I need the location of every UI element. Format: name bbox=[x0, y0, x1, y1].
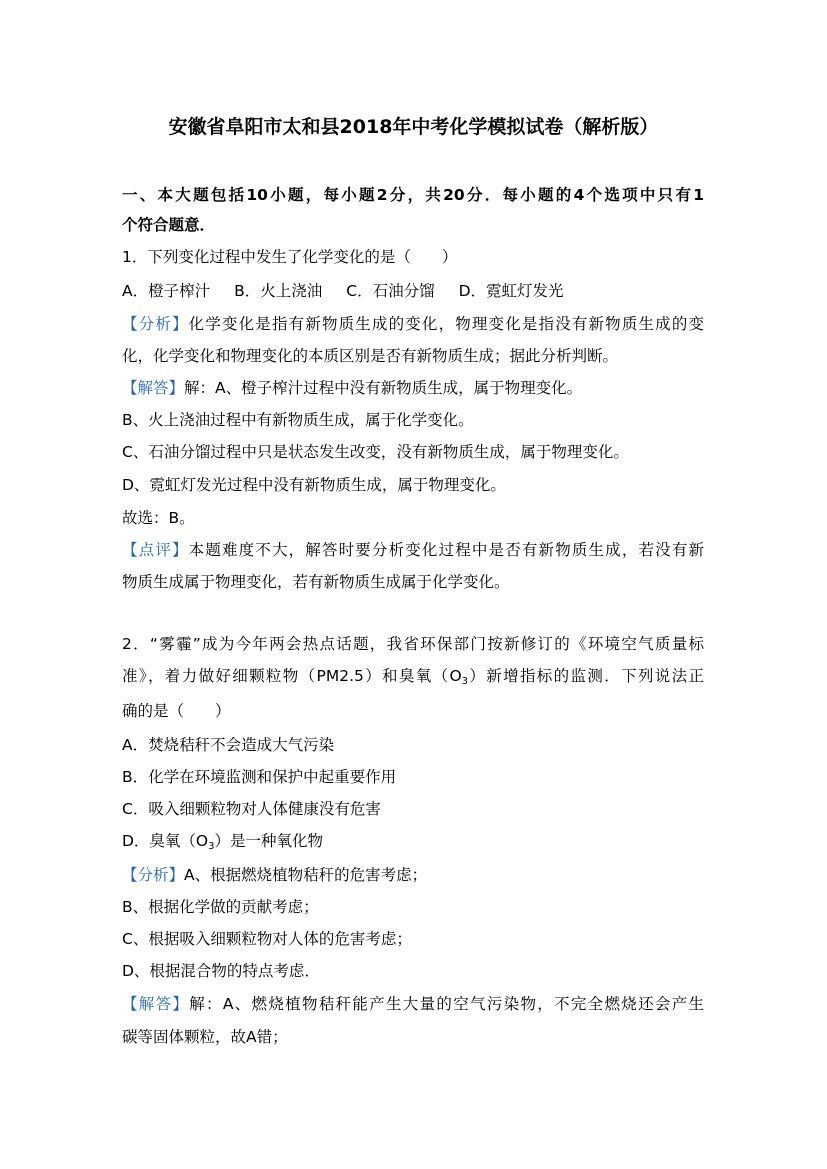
q2-stem-line-2 bbox=[122, 665, 704, 687]
q1-options bbox=[122, 280, 564, 302]
q1-answer-line-1 bbox=[122, 377, 582, 399]
q2-analysis-text-1: A、根据燃烧植物秸秆的危害考虑； bbox=[184, 866, 428, 884]
q1-stem: 1．下列变化过程中发生了化学变化的是（ ） bbox=[122, 248, 458, 266]
page-title: 安徽省阜阳市太和县2018年中考化学模拟试卷（解析版） bbox=[168, 116, 659, 138]
q2-stem-line-3: 确的是（ ） bbox=[122, 702, 231, 720]
q1-answer-text-1: 解：A、橙子榨汁过程中没有新物质生成，属于物理变化。 bbox=[184, 379, 583, 397]
q2-analysis-line-2: B、根据化学做的贡献考虑； bbox=[122, 898, 319, 916]
q2-option-d-text-a: D．臭氧（O bbox=[122, 832, 209, 850]
q2-answer-line-2: 碳等固体颗粒，故A错； bbox=[122, 1028, 288, 1046]
q2-analysis-line-1 bbox=[122, 864, 427, 886]
q2-option-a: A．焚烧秸秆不会造成大气污染 bbox=[122, 736, 335, 754]
q1-comment-line-1 bbox=[122, 539, 704, 561]
q1-analysis-text-1: 化学变化是指有新物质生成的变化，物理变化是指没有新物质生成的变 bbox=[188, 315, 704, 333]
q2-answer-line-1 bbox=[122, 993, 704, 1015]
q1-analysis-line-1 bbox=[122, 313, 704, 335]
answer-tag: 【解答】 bbox=[122, 995, 190, 1013]
q1-answer-line-3: C、石油分馏过程中只是状态发生改变，没有新物质生成，属于物理变化。 bbox=[122, 443, 629, 461]
q1-comment-text-1: 本题难度不大，解答时要分析变化过程中是否有新物质生成，若没有新 bbox=[188, 541, 704, 559]
ozone-subscript: 3 bbox=[461, 676, 469, 687]
q1-answer-line-2: B、火上浇油过程中有新物质生成，属于化学变化。 bbox=[122, 411, 474, 429]
q1-comment-line-2: 物质生成属于物理变化，若有新物质生成属于化学变化。 bbox=[122, 573, 510, 591]
q1-option-a: A．橙子榨汁 bbox=[122, 282, 211, 300]
q1-option-d: D．霓虹灯发光 bbox=[458, 282, 564, 300]
comment-tag: 【点评】 bbox=[122, 541, 189, 559]
answer-tag: 【解答】 bbox=[122, 379, 185, 397]
q2-stem-text-2a: 准》，着力做好细颗粒物（PM2.5）和臭氧（O bbox=[122, 667, 462, 685]
analysis-tag: 【分析】 bbox=[122, 315, 189, 333]
q2-stem-text-2b: ）新增指标的监测．下列说法正 bbox=[468, 667, 704, 685]
q2-analysis-line-4: D、根据混合物的特点考虑． bbox=[122, 962, 320, 980]
q2-option-c: C．吸入细颗粒物对人体健康没有危害 bbox=[122, 800, 381, 818]
q2-analysis-line-3: C、根据吸入细颗粒物对人体的危害考虑； bbox=[122, 930, 412, 948]
q1-option-c: C．石油分馏 bbox=[346, 282, 435, 300]
q2-option-d-text-b: ）是一种氧化物 bbox=[214, 832, 324, 850]
q2-answer-text-1: 解：A、燃烧植物秸秆能产生大量的空气污染物，不完全燃烧还会产生 bbox=[189, 995, 704, 1013]
analysis-tag: 【分析】 bbox=[122, 866, 185, 884]
section-heading-line-2: 个符合题意． bbox=[122, 216, 216, 234]
q2-option-d bbox=[122, 830, 323, 852]
q2-option-b: B．化学在环境监测和保护中起重要作用 bbox=[122, 768, 397, 786]
ozone-subscript: 3 bbox=[208, 841, 215, 852]
section-heading-line-1: 一、本大题包括10小题，每小题2分，共20分．每小题的4个选项中只有1 bbox=[122, 186, 704, 204]
q2-stem-line-1: 2．“雾霾”成为今年两会热点话题，我省环保部门按新修订的《环境空气质量标 bbox=[122, 635, 704, 653]
q1-answer-line-4: D、霓虹灯发光过程中没有新物质生成，属于物理变化。 bbox=[122, 476, 506, 494]
q1-choice: 故选：B。 bbox=[122, 509, 195, 527]
q1-analysis-line-2: 化，化学变化和物理变化的本质区别是否有新物质生成；据此分析判断。 bbox=[122, 347, 619, 365]
q1-option-b: B．火上浇油 bbox=[234, 282, 323, 300]
